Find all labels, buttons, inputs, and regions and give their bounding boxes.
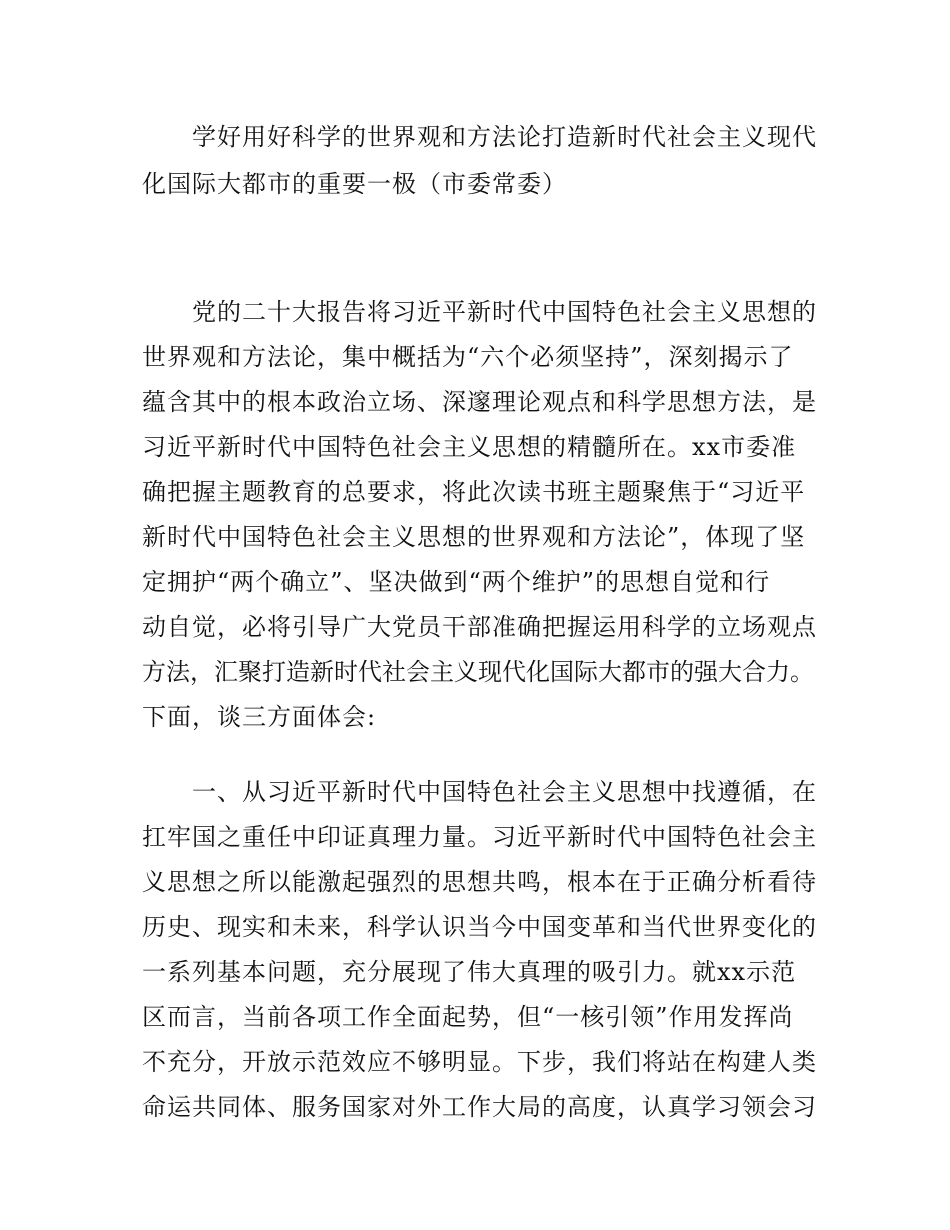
paragraph-1-line: 世界观和方法论，集中概括为“六个必须坚持”，深刻揭示了 xyxy=(142,343,794,371)
title-line-2: 化国际大都市的重要一极（市委常委） xyxy=(142,170,567,198)
paragraph-2-line: 命运共同体、服务国家对外工作大局的高度，认真学习领会习 xyxy=(142,1093,817,1121)
paragraph-1-line: 动自觉，必将引导广大党员干部准确把握运用科学的立场观点 xyxy=(142,613,817,641)
paragraph-1-line: 新时代中国特色社会主义思想的世界观和方法论”，体现了坚 xyxy=(142,523,806,551)
paragraph-2-line: 一、从习近平新时代中国特色社会主义思想中找遵循，在 xyxy=(192,778,817,806)
paragraph-2-line: 扛牢国之重任中印证真理力量。习近平新时代中国特色社会主 xyxy=(142,823,817,851)
paragraph-1-line: 蕴含其中的根本政治立场、深邃理论观点和科学思想方法，是 xyxy=(142,388,817,416)
paragraph-1-line: 定拥护“两个确立”、坚决做到“两个维护”的思想自觉和行 xyxy=(142,568,771,596)
paragraph-2-line: 义思想之所以能激起强烈的思想共鸣，根本在于正确分析看待 xyxy=(142,868,817,896)
paragraph-1-line: 方法，汇聚打造新时代社会主义现代化国际大都市的强大合力。 xyxy=(142,658,814,686)
paragraph-1-line: 下面，谈三方面体会: xyxy=(142,703,377,731)
paragraph-2-line: 不充分，开放示范效应不够明显。下步，我们将站在构建人类 xyxy=(142,1048,817,1076)
paragraph-2-line: 一系列基本问题，充分展现了伟大真理的吸引力。就xx示范 xyxy=(142,958,797,986)
title-line-1: 学好用好科学的世界观和方法论打造新时代社会主义现代 xyxy=(192,123,817,151)
paragraph-2-line: 区而言，当前各项工作全面起势，但“一核引领”作用发挥尚 xyxy=(142,1003,794,1031)
paragraph-2-line: 历史、现实和未来，科学认识当今中国变革和当代世界变化的 xyxy=(142,913,817,941)
paragraph-1-line: 党的二十大报告将习近平新时代中国特色社会主义思想的 xyxy=(192,298,817,326)
paragraph-1-line: 确把握主题教育的总要求，将此次读书班主题聚焦于“习近平 xyxy=(142,478,806,506)
paragraph-1-line: 习近平新时代中国特色社会主义思想的精髓所在。xx市委准 xyxy=(142,433,797,461)
